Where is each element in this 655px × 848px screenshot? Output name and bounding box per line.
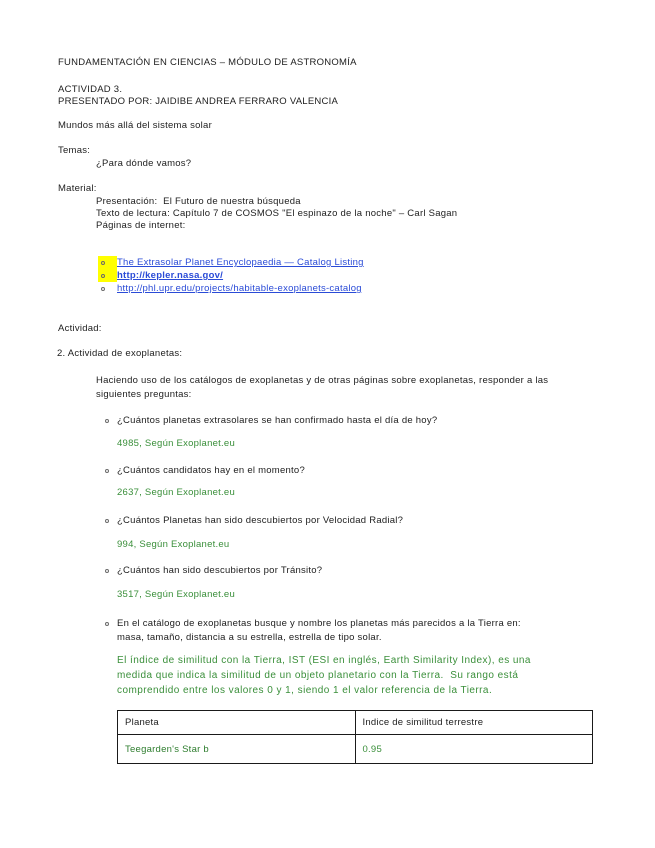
link-row bbox=[98, 269, 223, 282]
link-phl-upr-catalog[interactable]: http://phl.upr.edu/projects/habitable-exoplanets-catalog bbox=[117, 283, 362, 294]
material-item-presentacion: Presentación: El Futuro de nuestra búsqueda bbox=[96, 196, 301, 207]
question-row bbox=[102, 514, 403, 527]
question-text: ¿Cuántos planetas extrasolares se han confirmado hasta el día de hoy? bbox=[117, 415, 438, 426]
tema-item: ¿Para dónde vamos? bbox=[96, 158, 192, 169]
presented-by: PRESENTADO POR: JAIDIBE ANDREA FERRARO VALENCIA bbox=[58, 96, 339, 107]
highlighted-bullet-icon bbox=[98, 269, 117, 282]
intro-line-2: siguientes preguntas: bbox=[96, 389, 192, 400]
question-text-line-1: En el catálogo de exoplanetas busque y nombre los planetas más parecidos a la Tierra en: bbox=[117, 618, 521, 629]
table-header-row bbox=[118, 711, 593, 735]
link-extrasolar-encyclopaedia[interactable]: The Extrasolar Planet Encyclopaedia — Catalog Listing bbox=[117, 257, 364, 268]
similarity-table bbox=[117, 710, 593, 764]
cell-similarity-index: 0.95 bbox=[355, 735, 593, 764]
activity-label: ACTIVIDAD 3. bbox=[58, 84, 123, 95]
intro-line-1: Haciendo uso de los catálogos de exoplanetas y de otras páginas sobre exoplanetas, responder a las bbox=[96, 375, 549, 386]
link-row bbox=[98, 256, 364, 269]
cell-planet-name: Teegarden's Star b bbox=[118, 735, 356, 764]
link-row bbox=[98, 282, 362, 295]
temas-label: Temas: bbox=[58, 145, 91, 156]
question-row bbox=[102, 414, 437, 427]
doc-title: FUNDAMENTACIÓN EN CIENCIAS – MÓDULO DE ASTRONOMÍA bbox=[58, 57, 357, 68]
question-text: ¿Cuántos Planetas han sido descubiertos por Velocidad Radial? bbox=[117, 515, 404, 526]
question-row bbox=[102, 464, 305, 477]
esi-note bbox=[117, 653, 531, 698]
table-header-planeta: Planeta bbox=[118, 711, 356, 735]
answer-text: 2637, Según Exoplanet.eu bbox=[117, 487, 235, 498]
answer-text: 994, Según Exoplanet.eu bbox=[117, 539, 230, 550]
question-row bbox=[102, 617, 521, 644]
answer-text: 3517, Según Exoplanet.eu bbox=[117, 589, 235, 600]
bullet-icon bbox=[102, 564, 117, 577]
question-text: ¿Cuántos candidatos hay en el momento? bbox=[117, 465, 305, 476]
bullet-icon bbox=[102, 617, 117, 630]
esi-note-line: El índice de similitud con la Tierra, IST (ESI en inglés, Earth Similarity Index), es una bbox=[117, 655, 531, 666]
actividad-label: Actividad: bbox=[58, 323, 102, 334]
question-text-line-2: masa, tamaño, distancia a su estrella, estrella de tipo solar. bbox=[117, 631, 382, 643]
table-row bbox=[118, 735, 593, 764]
esi-note-line: comprendido entre los valores 0 y 1, siendo 1 el valor referencia de la Tierra. bbox=[117, 685, 493, 696]
question-row bbox=[102, 564, 322, 577]
material-label: Material: bbox=[58, 183, 97, 194]
bullet-icon bbox=[98, 282, 117, 295]
material-item-paginas-internet: Páginas de internet: bbox=[96, 220, 186, 231]
bullet-icon bbox=[102, 414, 117, 427]
bullet-icon bbox=[102, 514, 117, 527]
link-kepler-nasa[interactable]: http://kepler.nasa.gov/ bbox=[117, 270, 224, 281]
answer-text: 4985, Según Exoplanet.eu bbox=[117, 438, 235, 449]
bullet-icon bbox=[102, 464, 117, 477]
section-title: 2. Actividad de exoplanetas: bbox=[57, 348, 183, 359]
question-text: ¿Cuántos han sido descubiertos por Tránsito? bbox=[117, 565, 323, 576]
subtitle: Mundos más allá del sistema solar bbox=[58, 120, 212, 131]
esi-note-line: medida que indica la similitud de un objeto planetario con la Tierra. Su rango está bbox=[117, 670, 519, 681]
material-item-texto-lectura: Texto de lectura: Capítulo 7 de COSMOS "El espinazo de la noche" – Carl Sagan bbox=[96, 208, 458, 219]
table-header-indice: Indice de similitud terrestre bbox=[355, 711, 593, 735]
highlighted-bullet-icon bbox=[98, 256, 117, 269]
